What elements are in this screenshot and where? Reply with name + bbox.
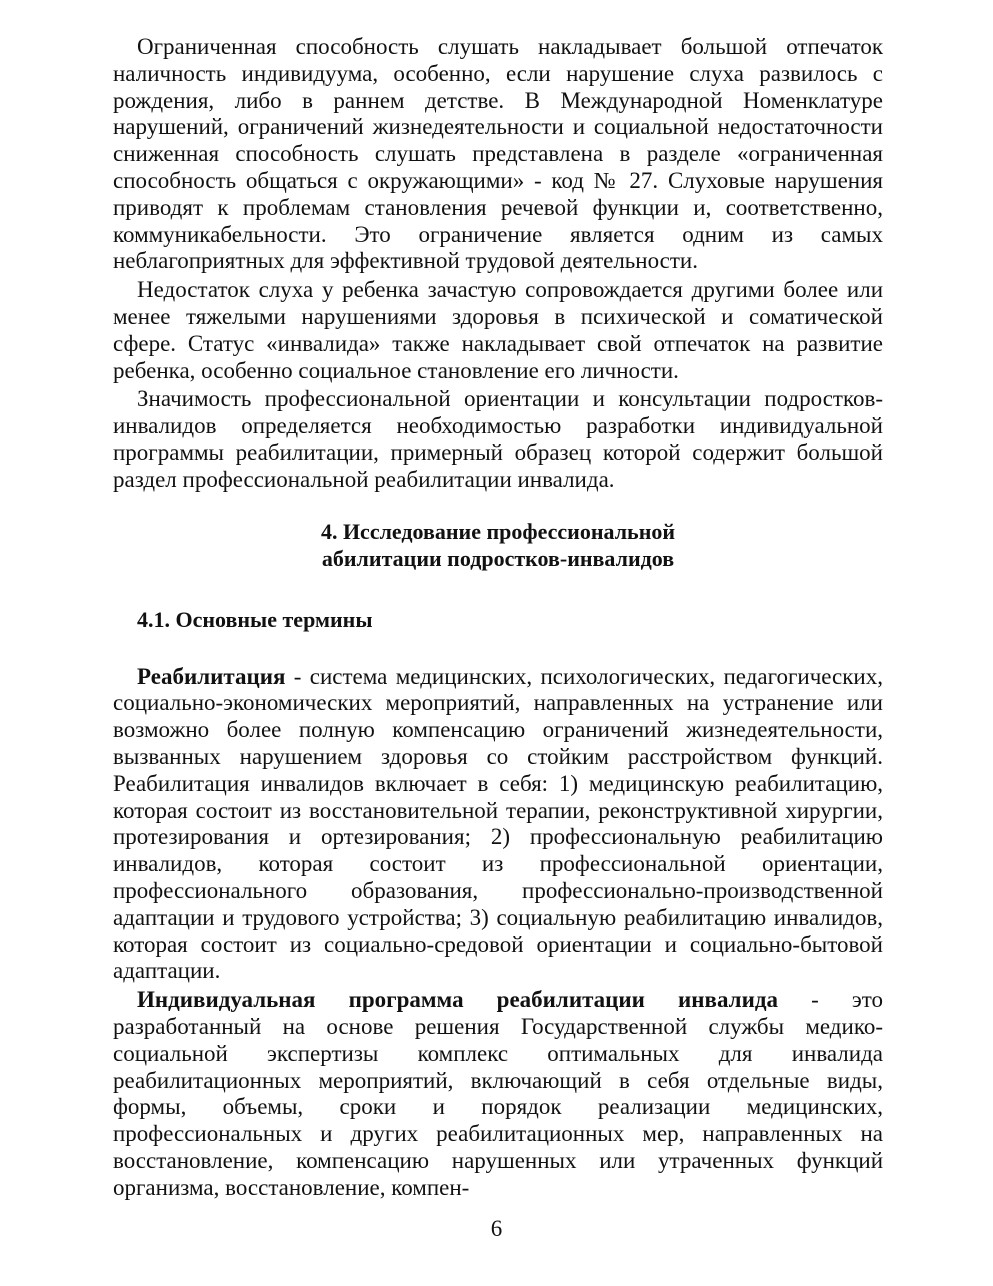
intro-paragraph-2: Недостаток слуха у ребенка зачастую сопровождается другими более или менее тяжелыми нарушениями здоровья в психической и соматической сфере. Статус «инвалида» также накладывает свой отпечаток на развитие ребенка, особенно социальное становление его личности. bbox=[113, 277, 883, 383]
subsection-heading: 4.1. Основные термины bbox=[137, 606, 373, 632]
term-separator: - bbox=[777, 987, 852, 1013]
document-page bbox=[113, 34, 883, 1201]
intro-paragraph-3: Значимость профессиональной ориентации и консультации подростков-инвалидов определяется необходимостью разработки индивидуальной программы реабилитации, примерный образец которой содержит большой раздел профессиональной реабилитации инвалида. bbox=[113, 386, 883, 492]
intro-paragraph-1: Ограниченная способность слушать накладывает большой отпечаток наличность индивидуума, особенно, если нарушение слуха развилось с рождения, либо в раннем детстве. В Международной Номенклатуре нарушений, ограничений жизнедеятельности и социальной недостаточности сниженная способность слушать представлена в разделе «ограниченная способность общаться с окружающими» - код № 27. Слуховые нарушения приводят к проблемам становления речевой функции и, соответственно, коммуникабельности. Это ограничение является одним из самых неблагоприятных для эффективной трудовой деятельности. bbox=[113, 34, 883, 274]
term-definition: это разработанный на основе решения Государственной службы медико-социальной экспертизы комплекс оптимальных для инвалида реабилитационных мероприятий, включающий в себя отдельные виды, формы, объемы, сроки и порядок реализации медицинских, профессиональных и других реабилитационных мер, направленных на восстановление, компенсацию нарушенных или утраченных функций организма, восстановление, компен- bbox=[113, 987, 883, 1200]
term-separator: - bbox=[285, 663, 310, 689]
term-definition: система медицинских, психологических, педагогических, социально-экономических мероприятий, направленных на устранение или возможно более полную компенсацию ограничений жизнедеятельности, вызванных нарушением здоровья со стойким расстройством функций. Реабилитация инвалидов включает в себя: 1) медицинскую реабилитацию, которая состоит из восстановительной терапии, реконструктивной хирургии, протезирования и ортезирования; 2) профессиональную реабилитацию инвалидов, которая состоит из профессиональной ориентации, профессионального образования, профессионально-производственной адаптации и трудового устройства; 3) социальную реабилитацию инвалидов, которая состоит из социально-средовой ориентации и социально-бытовой адаптации. bbox=[113, 663, 883, 984]
term-definition-individual-program bbox=[113, 987, 883, 1201]
term-definition-rehabilitation bbox=[113, 664, 883, 986]
term-name: Индивидуальная программа реабилитации инвалида bbox=[137, 987, 778, 1013]
section-heading-line-2: абилитации подростков-инвалидов bbox=[321, 545, 675, 571]
section-heading bbox=[113, 518, 883, 572]
term-name: Реабилитация bbox=[137, 663, 286, 689]
page-number: 6 bbox=[490, 1216, 503, 1241]
section-heading-line-1: 4. Исследование профессиональной bbox=[320, 518, 676, 544]
